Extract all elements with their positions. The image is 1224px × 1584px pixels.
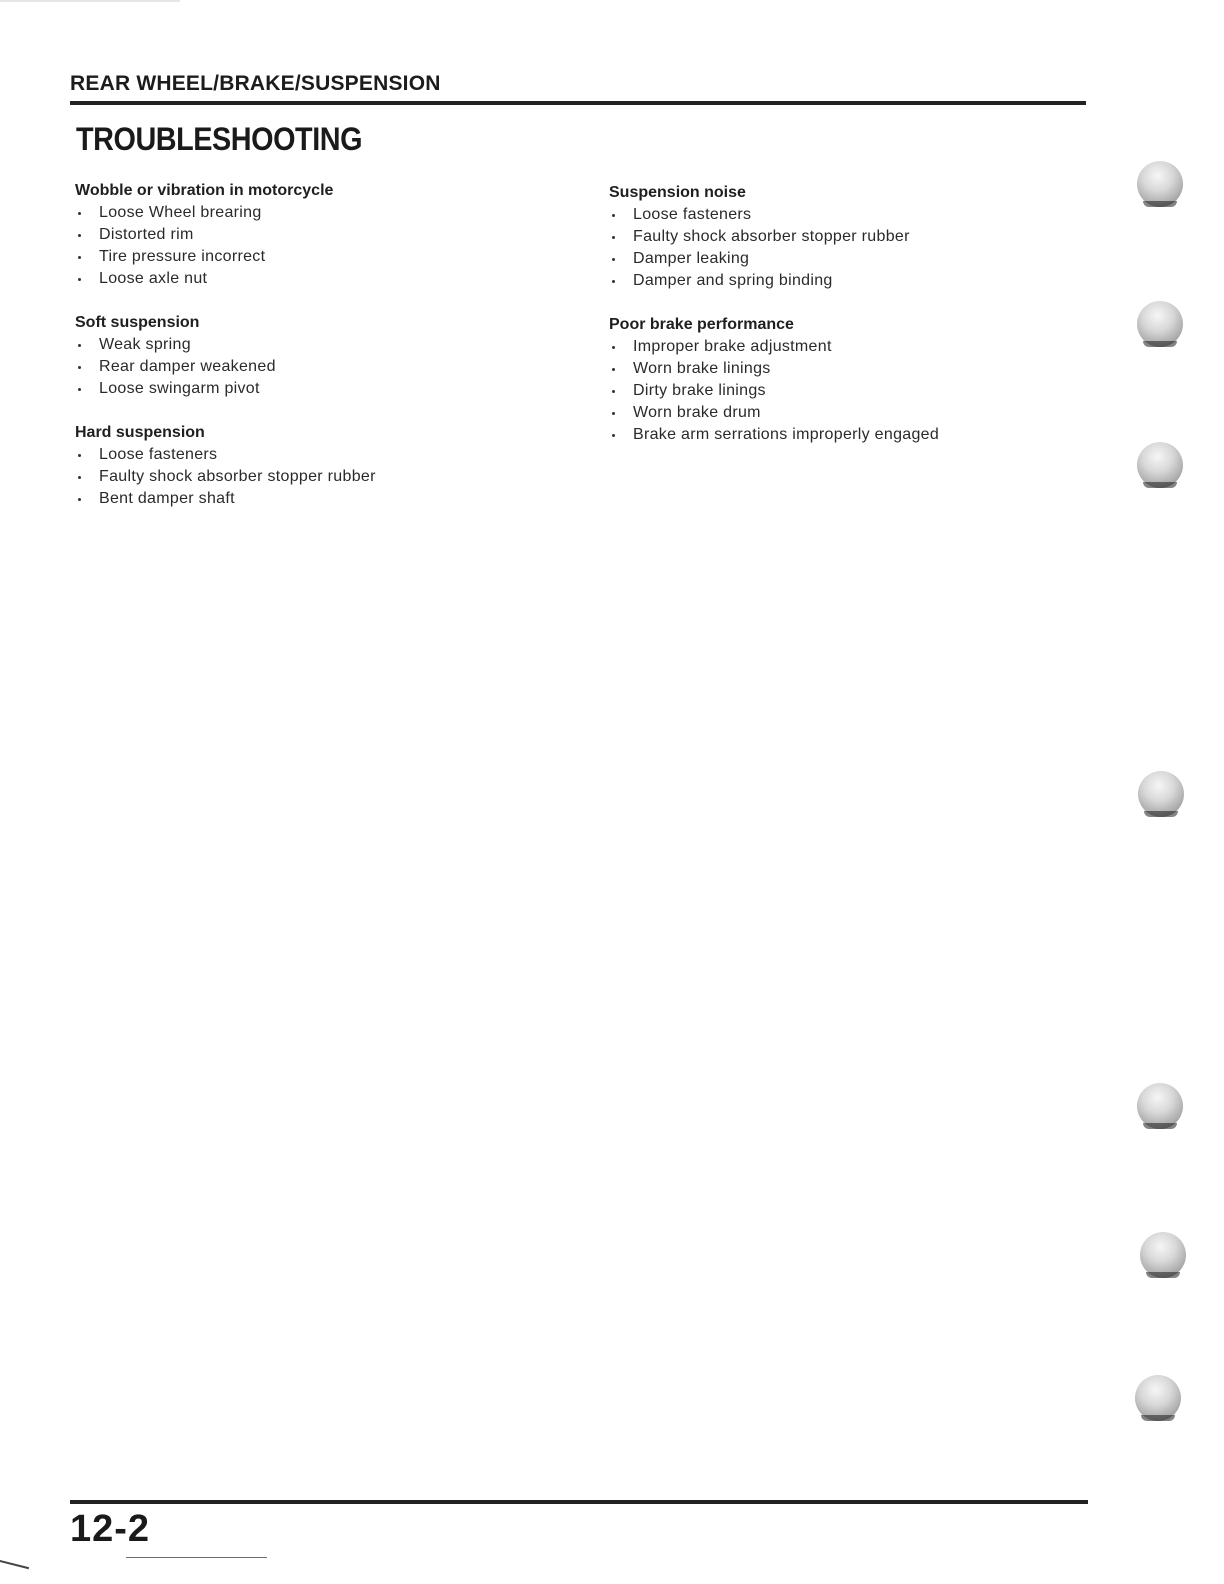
cause-list	[609, 204, 1109, 292]
cause-item: Weak spring	[75, 334, 575, 356]
scan-underline	[126, 1557, 267, 1558]
symptom-group	[75, 180, 575, 290]
cause-item: Damper leaking	[609, 248, 1109, 270]
page-number: 12-2	[70, 1508, 151, 1550]
cause-item: Rear damper weakened	[75, 356, 575, 378]
cause-item: Distorted rim	[75, 224, 575, 246]
cause-item: Loose fasteners	[75, 444, 575, 466]
cause-item: Worn brake linings	[609, 358, 1109, 380]
cause-item: Improper brake adjustment	[609, 336, 1109, 358]
binder-hole-icon	[1138, 771, 1184, 817]
top-edge-mark	[0, 0, 180, 2]
symptom-group	[75, 422, 575, 510]
symptom-title: Hard suspension	[75, 424, 205, 441]
page-title: TROUBLESHOOTING	[76, 121, 363, 157]
cause-item: Brake arm serrations improperly engaged	[609, 424, 1109, 446]
symptom-group	[75, 312, 575, 400]
binder-hole-icon	[1137, 301, 1183, 347]
cause-list	[75, 334, 575, 400]
cause-item: Faulty shock absorber stopper rubber	[609, 226, 1109, 248]
cause-list	[609, 336, 1109, 446]
symptom-title: Suspension noise	[609, 184, 746, 201]
cause-item: Faulty shock absorber stopper rubber	[75, 466, 575, 488]
binder-hole-icon	[1137, 161, 1183, 207]
symptom-group	[609, 314, 1109, 446]
binder-hole-icon	[1140, 1232, 1186, 1278]
cause-item: Loose axle nut	[75, 268, 575, 290]
left-column	[75, 180, 575, 532]
cause-item: Loose Wheel brearing	[75, 202, 575, 224]
corner-mark	[0, 1560, 29, 1577]
cause-item: Bent damper shaft	[75, 488, 575, 510]
cause-list	[75, 444, 575, 510]
symptom-title: Poor brake performance	[609, 316, 794, 333]
footer-rule	[70, 1500, 1088, 1504]
cause-item: Tire pressure incorrect	[75, 246, 575, 268]
symptom-title: Soft suspension	[75, 314, 200, 331]
cause-list	[75, 202, 575, 290]
binder-hole-icon	[1137, 442, 1183, 488]
binder-hole-icon	[1135, 1375, 1181, 1421]
cause-item: Worn brake drum	[609, 402, 1109, 424]
binder-hole-icon	[1137, 1083, 1183, 1129]
cause-item: Loose swingarm pivot	[75, 378, 575, 400]
cause-item: Dirty brake linings	[609, 380, 1109, 402]
header-rule	[70, 101, 1086, 105]
cause-item: Damper and spring binding	[609, 270, 1109, 292]
symptom-group	[609, 182, 1109, 292]
symptom-title: Wobble or vibration in motorcycle	[75, 182, 334, 199]
right-column	[609, 182, 1109, 468]
cause-item: Loose fasteners	[609, 204, 1109, 226]
section-header: REAR WHEEL/BRAKE/SUSPENSION	[70, 72, 441, 95]
